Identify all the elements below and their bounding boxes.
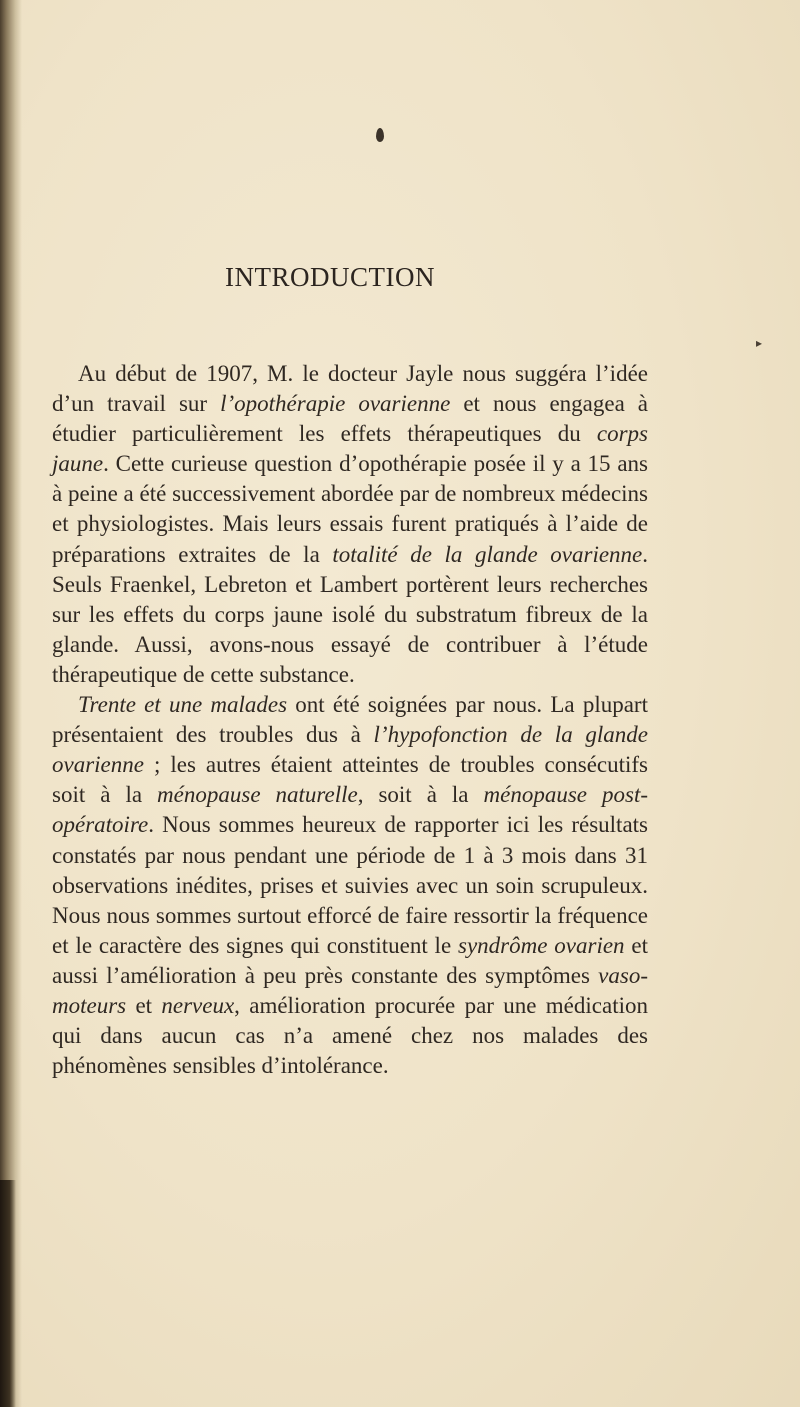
- italic-text-segment: nerveux: [161, 992, 235, 1018]
- paragraph-2: [52, 690, 648, 1081]
- text-segment: ; les autres étaient atteintes de troubles consécutifs soit à la: [52, 752, 648, 808]
- text-segment: , amélioration procurée par une médication qui dans aucun cas n’a amené chez nos malades des phénomènes sensibles d’intolérance.: [52, 992, 648, 1079]
- italic-text-segment: totalité de la glande ovarienne: [332, 541, 643, 567]
- text-segment: ont été soignées par nous. La plupart présentaient des troubles dus à: [52, 692, 648, 748]
- italic-text-segment: Trente et une malades: [78, 692, 288, 718]
- italic-text-segment: vaso-moteurs: [52, 962, 648, 1018]
- page-title: INTRODUCTION: [225, 262, 435, 292]
- italic-text-segment: ménopause naturelle: [157, 782, 358, 808]
- stray-ink-mark: ▸: [756, 336, 763, 350]
- paragraph-1: [52, 359, 648, 690]
- text-segment: Au début de 1907, M. le docteur Jayle nous suggéra l’idée d’un travail sur: [52, 361, 648, 417]
- ornament-mark: [376, 128, 384, 142]
- text-segment: . Cette curieuse question d’opothérapie posée il y a 15 ans à peine a été successivement abordée par de nombreux médecins et physiologistes. Mais leurs essais furent pratiqués à l’aide de préparations extraites de la: [52, 451, 648, 567]
- text-segment: et: [126, 992, 162, 1018]
- italic-text-segment: l’hypofonction de la glande ovarienne: [52, 722, 648, 778]
- text-segment: . Nous sommes heureux de rapporter ici les résultats constatés par nous pendant une période de 1 à 3 mois dans 31 observations inédites, prises et suivies avec un soin scrupuleux. Nous nous sommes surtout efforcé de faire ressortir la fréquence et le caractère des signes qui constituent le: [52, 812, 648, 958]
- italic-text-segment: corps jaune: [52, 421, 648, 477]
- text-segment: , soit à la: [357, 782, 484, 808]
- italic-text-segment: syndrôme ovarien: [458, 932, 625, 958]
- book-spine-dark-edge: [0, 1180, 16, 1407]
- italic-text-segment: ménopause post-opératoire: [52, 782, 648, 838]
- text-segment: et nous engagea à étudier particulièrement les effets thérapeutiques du: [52, 391, 649, 447]
- text-segment: et aussi l’amélioration à peu près constante des symptômes: [52, 932, 649, 988]
- body-text: [52, 359, 648, 1081]
- text-segment: . Seuls Fraenkel, Lebreton et Lambert portèrent leurs recherches sur les effets du corps jaune isolé du substratum fibreux de la glande. Aussi, avons-nous essayé de contribuer à l’étude thérapeutique de cette substance.: [52, 541, 648, 687]
- italic-text-segment: l’opothérapie ovarienne: [220, 391, 451, 417]
